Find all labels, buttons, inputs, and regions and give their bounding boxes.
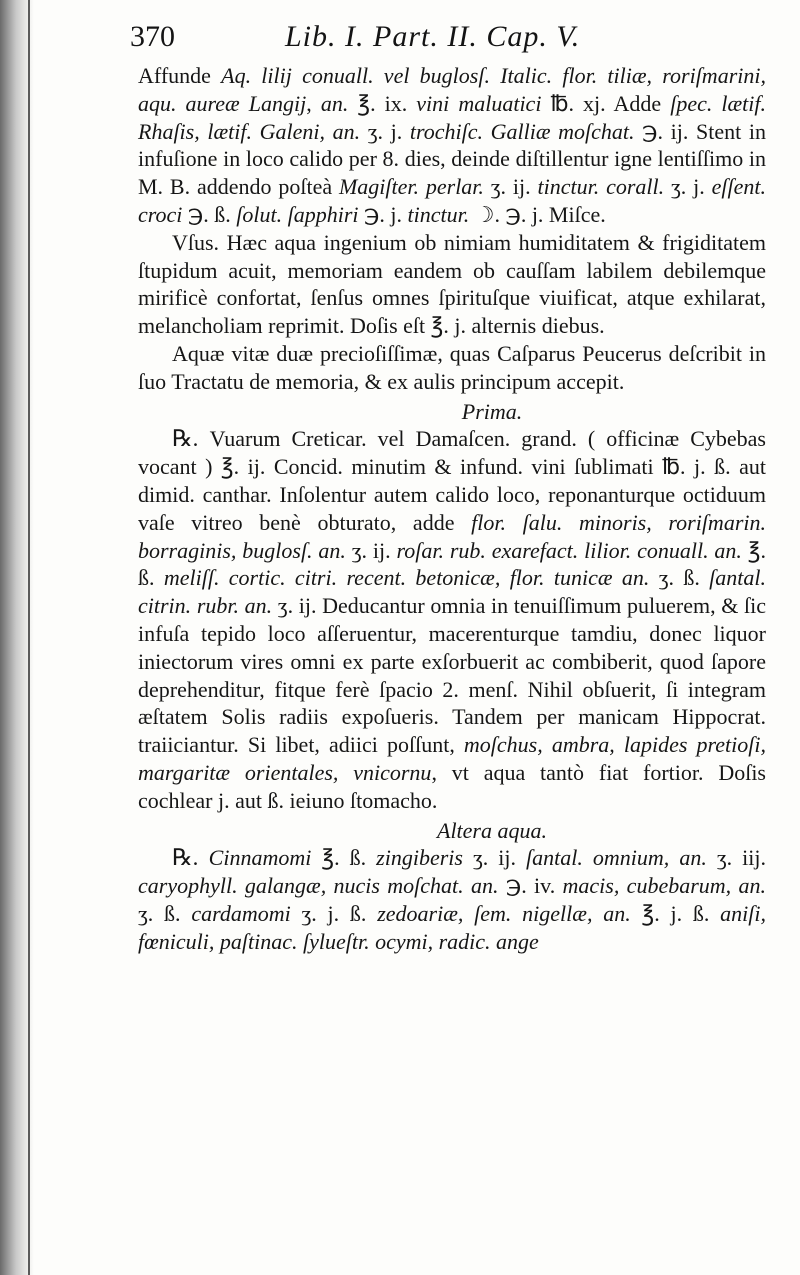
- text-run: Aquæ vitæ duæ precioſiſſimæ, quas Caſparus Peucerus deſcribit in ſuo Tractatu de memoria, & ex aulis principum accepit.: [138, 340, 766, 394]
- section-heading: [138, 398, 766, 426]
- italic-text: vini maluatici: [416, 90, 542, 116]
- italic-text: caryophyll. galangæ, nucis moſchat. an.: [138, 873, 499, 899]
- italic-text: tinctur. corall.: [537, 174, 665, 200]
- recipe-symbol: ℞.: [172, 426, 210, 452]
- italic-text: ſpec. lætif. Rhaſis, lætif. Galeni, an.: [138, 90, 767, 144]
- italic-text: macis, cubebarum, an.: [562, 873, 766, 899]
- italic-text: eſſent. croci: [138, 174, 766, 227]
- text-run: ,: [306, 90, 321, 116]
- text-run: ʒ. j.: [664, 174, 712, 200]
- text-run: Vuarum Creticar. vel Damaſcen. grand. ( officinæ Cybebas vocant ) ℥. ij. Concid. minutim & infund. vini ſublimati ℔. j. ß. aut dimid. canthar. Inſolentur autem calido loco, reponanturque octiduum vaſe vitreo benè obturato, adde: [138, 426, 766, 535]
- italic-text: moſchus, ambra, lapides pretioſi, margaritæ orientales, vnicornu: [138, 732, 766, 785]
- italic-text: ſantal. omnium, an.: [526, 845, 707, 871]
- text-run: Vſus. Hæc aqua ingenium ob nimiam humiditatem & frigiditatem ſtupidum acuit, memoriam eandem ob cauſſam labilem debilemque mirificè confortat, ſenſus omnes ſpirituſque viuificat, atque exhilarat, melancholiam reprimit. Doſis eſt ℥. j. alternis diebus.: [138, 229, 766, 339]
- italic-text: trochiſc. Galliæ moſchat.: [409, 118, 635, 144]
- text-run: ʒ. iij.: [706, 845, 767, 871]
- text-run: , vt aqua tantò fiat fortior. Doſis cochlear j. aut ß. ieiuno ſtomacho.: [138, 759, 766, 813]
- paragraph: [138, 425, 766, 814]
- text-run: ℈. ij. Stent in infuſione in loco calido per 8. dies, deinde diſtillentur igne lentiſſimo in M. B. addendo poſteà: [138, 118, 766, 200]
- body-text: [138, 62, 766, 956]
- italic-text: Cinnamomi: [208, 845, 312, 871]
- text-run: ʒ. ij. Deducantur omnia in tenuiſſimum puluerem, & ſic infuſa tepido loco aſſeruentur, macerenturque tamdiu, donec liquor iniectorum vires omni ex parte exſorbuerit ac combiberit, quod ſapore deprehenditur, fitque ferè ſpacio 2. menſ. Nihil obſuerit, ſi integram æſtatem Solis radiis expoſueris. Tandem per manicam Hippocrat. traiiciantur. Si libet, adiici poſſunt,: [138, 593, 766, 758]
- text-run: ℔. xj. Adde: [541, 90, 671, 116]
- italic-text: flor. ſalu. minoris, roriſmarin. borraginis, buglosſ. an.: [138, 509, 766, 563]
- text-run: ℈. ß.: [182, 201, 237, 227]
- italic-text: cardamomi: [191, 900, 291, 926]
- text-run: ℥. j. ß.: [630, 900, 721, 926]
- text-run: ʒ. ij.: [462, 845, 527, 871]
- italic-text: zedoariæ, ſem. nigellæ, an.: [377, 900, 631, 926]
- text-run: ℥. ix.: [348, 90, 417, 116]
- italic-text: aniſi, fœniculi, paſtinac. ſylueſtr. ocymi, radic. ange: [138, 900, 766, 954]
- italic-text: meliſſ. cortic. citri. recent. betonicæ, flor. tunicæ an.: [163, 565, 650, 591]
- text-run: ☽. ℈. j. Miſce.: [469, 201, 606, 227]
- italic-text: ſolut. ſapphiri: [236, 201, 359, 227]
- text-run: ℈. j.: [358, 201, 408, 227]
- italic-text: Magiſter. perlar.: [338, 174, 484, 200]
- text-run: ʒ. ij.: [345, 537, 397, 563]
- italic-text: Prima.: [461, 398, 523, 424]
- italic-text: tinctur.: [407, 201, 470, 227]
- paragraph: [138, 340, 766, 396]
- paragraph: [138, 229, 766, 340]
- text-run: ℥. ß.: [311, 845, 377, 871]
- recipe-symbol: ℞.: [172, 845, 209, 871]
- paragraph: [138, 844, 766, 955]
- text-run: ʒ. j. ß.: [290, 900, 378, 926]
- italic-text: an.: [320, 90, 349, 116]
- text-run: ʒ. ß.: [138, 900, 192, 926]
- text-run: Affunde: [138, 63, 222, 88]
- italic-text: roſar. rub. exarefact. lilior. conuall. an.: [396, 537, 742, 563]
- page-number: 370: [130, 20, 175, 53]
- italic-text: ſantal. citrin. rubr. an.: [138, 565, 767, 619]
- binding-edge-line: [28, 0, 30, 1275]
- text-run: ℈. iv.: [498, 873, 563, 899]
- text-run: ʒ. ij.: [483, 174, 538, 200]
- italic-text: Altera aqua.: [437, 817, 547, 843]
- section-heading: [138, 817, 766, 845]
- italic-text: Aq. lilij conuall. vel buglosſ. Italic. flor. tiliæ, roriſmarini, aqu. aureæ Langij: [138, 63, 766, 116]
- text-run: ℥. ß.: [138, 537, 766, 591]
- text-run: ʒ. ß.: [649, 565, 710, 591]
- running-head: Lib. I. Part. II. Cap. V.: [285, 20, 581, 53]
- text-run: ʒ. j.: [360, 118, 410, 144]
- page-header: [130, 20, 770, 60]
- italic-text: zingiberis: [376, 845, 463, 871]
- paragraph: [138, 62, 766, 229]
